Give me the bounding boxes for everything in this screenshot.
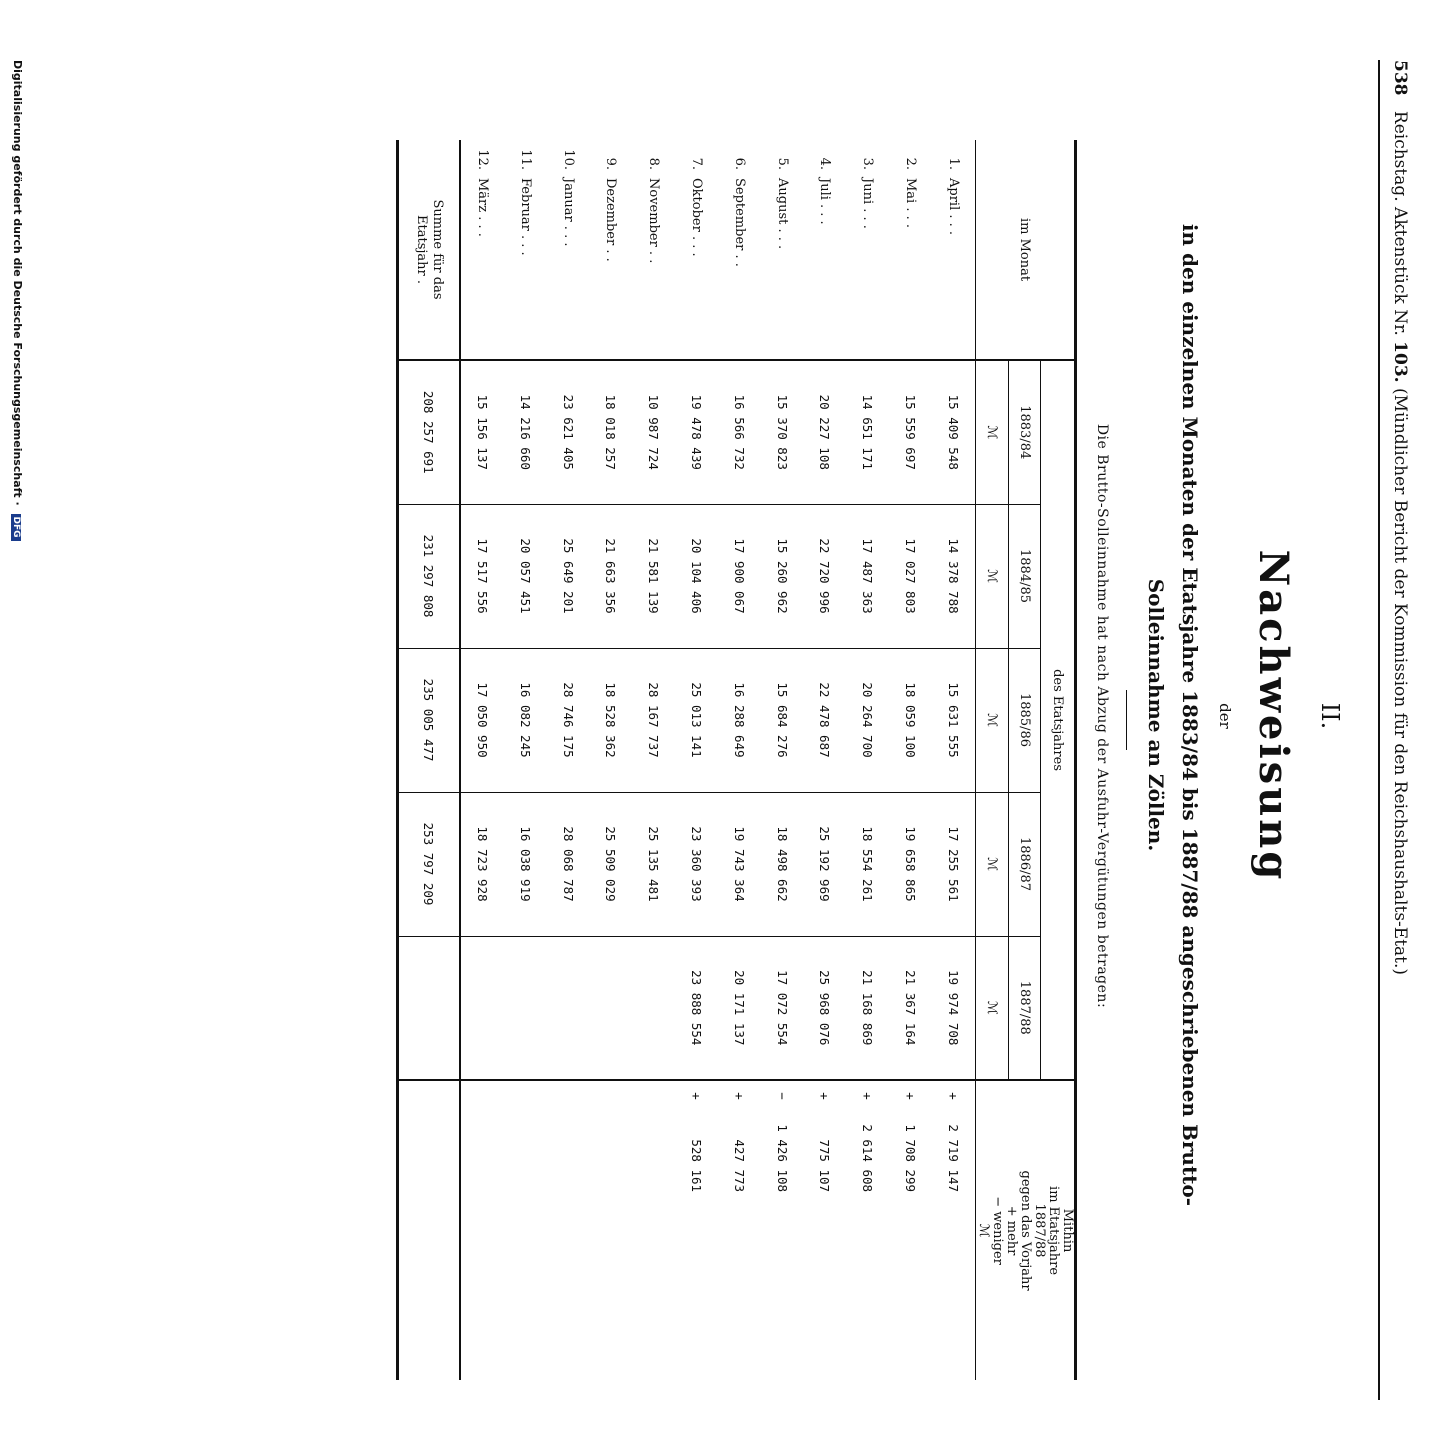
row-number: 1. — [946, 157, 962, 170]
revenue-cell: 14 378 788 — [932, 504, 975, 648]
revenue-cell: 16 566 732 — [718, 360, 761, 504]
difference-sign: + — [731, 1092, 747, 1100]
revenue-cell: 17 050 950 — [460, 648, 504, 792]
page-number: 538 — [1390, 60, 1410, 96]
revenue-cell: 28 068 787 — [547, 792, 590, 936]
revenue-cell: 28 167 737 — [632, 648, 675, 792]
revenue-cell: 25 192 969 — [804, 792, 847, 936]
year-header: 1886/87 — [1008, 792, 1041, 936]
unit-label: ℳ — [976, 360, 1009, 504]
revenue-cell: 21 367 164 — [889, 936, 932, 1080]
sum-label-line: Etatsjahr . — [413, 215, 429, 284]
document-number: 103. — [1390, 341, 1410, 383]
difference-cell — [761, 1080, 804, 1380]
revenue-cell: 22 720 996 — [804, 504, 847, 648]
difference-header — [976, 1080, 1076, 1380]
difference-header-line-4: gegen das Vorjahr — [1018, 1170, 1033, 1291]
revenue-cell: 25 968 076 — [804, 936, 847, 1080]
month-name: Juli . . . — [817, 178, 833, 225]
table-row — [804, 140, 847, 1380]
header-text-after: (Mündlicher Bericht der Kommission für den Reichshaushalts-Etat.) — [1390, 387, 1410, 976]
revenue-cell: 14 216 660 — [504, 360, 547, 504]
difference-sign: + — [946, 1092, 962, 1100]
revenue-cell: 25 649 201 — [547, 504, 590, 648]
title-connector: der — [1216, 703, 1234, 729]
difference-cell — [504, 1080, 547, 1380]
revenue-cell: 17 900 067 — [718, 504, 761, 648]
table-row — [504, 140, 547, 1380]
month-name: Mai . . . — [903, 178, 919, 229]
revenue-cell: 15 260 962 — [761, 504, 804, 648]
table-row — [675, 140, 718, 1380]
sum-label-line: Summe für das — [429, 199, 445, 300]
revenue-cell: 15 409 548 — [932, 360, 975, 504]
row-number: 4. — [817, 157, 833, 170]
sum-difference-cell — [398, 1080, 460, 1380]
row-number: 10. — [560, 149, 576, 170]
difference-value: 1 426 108 — [774, 1124, 790, 1193]
sum-cell: 208 257 691 — [398, 360, 460, 504]
unit-label: ℳ — [976, 936, 1009, 1080]
revenue-cell: 20 057 451 — [504, 504, 547, 648]
table-row — [590, 140, 633, 1380]
unit-label: ℳ — [976, 504, 1009, 648]
year-header: 1884/85 — [1008, 504, 1041, 648]
header-rule — [1378, 60, 1380, 1400]
difference-value: 528 161 — [689, 1139, 705, 1193]
revenue-cell: 17 072 554 — [761, 936, 804, 1080]
difference-unit: ℳ — [976, 1223, 991, 1238]
revenue-cell: 18 723 928 — [460, 792, 504, 936]
revenue-cell: 15 631 555 — [932, 648, 975, 792]
revenue-cell — [460, 936, 504, 1080]
revenue-cell: 23 888 554 — [675, 936, 718, 1080]
revenue-cell: 17 487 363 — [846, 504, 889, 648]
section-numeral: II. — [1316, 702, 1344, 730]
revenue-cell: 18 059 100 — [889, 648, 932, 792]
table-body — [398, 140, 976, 1380]
revenue-cell: 16 038 919 — [504, 792, 547, 936]
month-name: Dezember . . — [603, 178, 619, 262]
table-row — [718, 140, 761, 1380]
difference-cell — [547, 1080, 590, 1380]
difference-sign: + — [689, 1092, 705, 1100]
row-number: 6. — [731, 157, 747, 170]
difference-cell — [590, 1080, 633, 1380]
difference-cell — [932, 1080, 975, 1380]
dfg-logo: DFG — [11, 514, 21, 541]
unit-label: ℳ — [976, 648, 1009, 792]
month-name: Juni . . . — [860, 178, 876, 229]
table-row — [932, 140, 975, 1380]
table-row — [547, 140, 590, 1380]
revenue-cell: 21 168 869 — [846, 936, 889, 1080]
row-number: 7. — [689, 157, 705, 170]
month-name: April . . . — [946, 178, 962, 236]
revenue-cell — [590, 936, 633, 1080]
page-subtitle: in den einzelnen Monaten der Etatsjahre 1883/84 bis 1887/88 angeschriebenen Brutto-Solleinnahme an Zöllen. — [1144, 223, 1202, 1207]
difference-sign: + — [860, 1092, 876, 1100]
difference-header-line-1: Mithin — [1060, 1208, 1075, 1253]
revenue-cell: 20 171 137 — [718, 936, 761, 1080]
year-header: 1885/86 — [1008, 648, 1041, 792]
revenue-cell — [632, 936, 675, 1080]
revenue-cell: 17 255 561 — [932, 792, 975, 936]
table-row — [846, 140, 889, 1380]
month-header: im Monat — [976, 140, 1076, 360]
difference-sign: + — [817, 1092, 833, 1100]
table-row — [460, 140, 504, 1380]
difference-sign: + — [903, 1092, 919, 1100]
difference-cell — [846, 1080, 889, 1380]
month-name: November . . — [646, 178, 662, 264]
table-row — [889, 140, 932, 1380]
revenue-cell: 18 554 261 — [846, 792, 889, 936]
revenue-cell — [547, 936, 590, 1080]
month-name: September . . — [731, 178, 747, 267]
sum-cell: 235 005 477 — [398, 648, 460, 792]
revenue-cell: 18 018 257 — [590, 360, 633, 504]
difference-value: 2 614 608 — [860, 1124, 876, 1193]
sum-label — [398, 140, 460, 360]
sum-row — [398, 140, 460, 1380]
revenue-cell: 22 478 687 — [804, 648, 847, 792]
revenue-cell: 23 621 405 — [547, 360, 590, 504]
month-name: März . . . — [474, 178, 490, 237]
revenue-cell: 16 288 649 — [718, 648, 761, 792]
row-number: 9. — [603, 157, 619, 170]
revenue-cell: 20 104 406 — [675, 504, 718, 648]
month-name: Januar . . . — [560, 178, 576, 247]
revenue-cell: 16 082 245 — [504, 648, 547, 792]
row-number: 5. — [774, 157, 790, 170]
difference-cell — [675, 1080, 718, 1380]
sum-cell — [398, 936, 460, 1080]
year-group-header: des Etatsjahres — [1041, 360, 1076, 1080]
row-number: 11. — [517, 149, 533, 170]
revenue-cell: 17 517 556 — [460, 504, 504, 648]
revenue-cell: 20 227 108 — [804, 360, 847, 504]
revenue-cell: 25 013 141 — [675, 648, 718, 792]
sum-cell: 231 297 808 — [398, 504, 460, 648]
year-header: 1887/88 — [1008, 936, 1041, 1080]
page-title: Nachweisung — [1250, 549, 1297, 883]
revenue-cell: 23 360 393 — [675, 792, 718, 936]
difference-header-line-3: 1887/88 — [1032, 1203, 1047, 1258]
revenue-table — [396, 140, 1077, 1380]
difference-value: 775 107 — [817, 1139, 833, 1193]
difference-cell — [460, 1080, 504, 1380]
revenue-cell: 18 498 662 — [761, 792, 804, 936]
difference-value: 427 773 — [731, 1139, 747, 1193]
revenue-cell — [504, 936, 547, 1080]
digitization-notice — [11, 60, 24, 960]
revenue-cell: 10 987 724 — [632, 360, 675, 504]
difference-value: 2 719 147 — [946, 1124, 962, 1193]
month-name: August . . . — [774, 178, 790, 250]
revenue-table-wrapper — [413, 140, 1077, 1380]
revenue-cell: 15 559 697 — [889, 360, 932, 504]
revenue-cell: 28 746 175 — [547, 648, 590, 792]
revenue-cell: 25 509 029 — [590, 792, 633, 936]
month-name: Februar . . . — [517, 178, 533, 256]
difference-cell — [718, 1080, 761, 1380]
difference-cell — [632, 1080, 675, 1380]
month-name: Oktober . . . — [689, 178, 705, 257]
revenue-cell: 17 027 803 — [889, 504, 932, 648]
difference-sign: − — [774, 1092, 790, 1100]
revenue-cell: 19 478 439 — [675, 360, 718, 504]
revenue-cell: 25 135 481 — [632, 792, 675, 936]
sum-cell: 253 797 209 — [398, 792, 460, 936]
revenue-cell: 14 651 171 — [846, 360, 889, 504]
year-header: 1883/84 — [1008, 360, 1041, 504]
divider — [1126, 690, 1127, 750]
revenue-cell: 20 264 700 — [846, 648, 889, 792]
difference-header-line-6: − weniger — [990, 1196, 1005, 1265]
revenue-cell: 21 581 139 — [632, 504, 675, 648]
revenue-cell: 15 684 276 — [761, 648, 804, 792]
revenue-cell: 21 663 356 — [590, 504, 633, 648]
row-number: 8. — [646, 157, 662, 170]
digitization-text: Digitalisierung gefördert durch die Deutsche Forschungsgemeinschaft · — [11, 60, 24, 506]
difference-header-line-5: + mehr — [1004, 1205, 1019, 1256]
table-row — [632, 140, 675, 1380]
revenue-cell: 15 156 137 — [460, 360, 504, 504]
unit-label: ℳ — [976, 792, 1009, 936]
difference-cell — [889, 1080, 932, 1380]
revenue-cell: 19 658 865 — [889, 792, 932, 936]
revenue-cell: 18 528 362 — [590, 648, 633, 792]
header-text-before: Reichstag. Aktenstück Nr. — [1390, 110, 1410, 336]
row-number: 12. — [474, 149, 490, 170]
difference-header-line-2: im Etatsjahre — [1046, 1186, 1061, 1276]
running-header — [1390, 60, 1410, 976]
intro-text: Die Brutto-Solleinnahme hat nach Abzug der Ausfuhr-Vergütungen betragen: — [1094, 423, 1110, 1009]
table-row — [761, 140, 804, 1380]
revenue-cell: 19 974 708 — [932, 936, 975, 1080]
revenue-cell: 15 370 823 — [761, 360, 804, 504]
row-number: 2. — [903, 157, 919, 170]
revenue-cell: 19 743 364 — [718, 792, 761, 936]
difference-cell — [804, 1080, 847, 1380]
difference-value: 1 708 299 — [903, 1124, 919, 1193]
row-number: 3. — [860, 157, 876, 170]
